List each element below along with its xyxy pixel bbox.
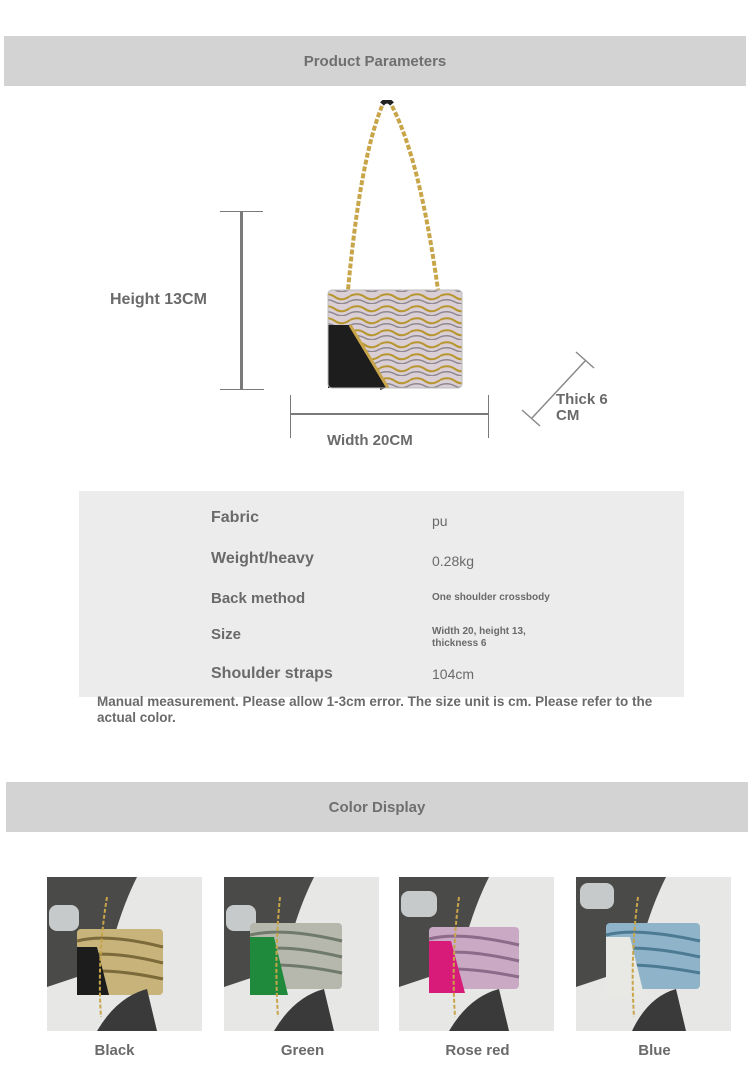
width-label: Width 20CM bbox=[327, 432, 413, 449]
bag-color-image bbox=[576, 877, 731, 1031]
spec-key: Weight/heavy bbox=[211, 550, 314, 567]
spec-key: Fabric bbox=[211, 509, 260, 526]
color-display-header bbox=[6, 782, 748, 832]
spec-value: One shoulder crossbody bbox=[432, 592, 550, 603]
width-cap-left bbox=[290, 395, 291, 438]
bag-color-image bbox=[47, 877, 202, 1031]
color-label-black: Black bbox=[94, 1042, 135, 1059]
spec-value: 104cm bbox=[432, 666, 475, 682]
spec-value-line2: thickness 6 bbox=[432, 638, 487, 649]
color-swatch-green[interactable] bbox=[224, 877, 379, 1031]
width-line bbox=[290, 413, 488, 415]
spec-value-line1: Width 20, height 13, bbox=[432, 626, 526, 637]
product-parameters-title: Product Parameters bbox=[303, 52, 447, 70]
product-parameters-header bbox=[4, 36, 746, 86]
thickness-label-line1: Thick 6 bbox=[556, 391, 608, 408]
color-label-green: Green bbox=[280, 1042, 325, 1059]
width-cap-right bbox=[488, 395, 489, 438]
height-label: Height 13CM bbox=[110, 291, 207, 308]
spec-value: 0.28kg bbox=[432, 553, 475, 569]
bag-product-image bbox=[320, 100, 470, 400]
measurement-note: Manual measurement. Please allow 1-3cm error. The size unit is cm. Please refer to the actual color. bbox=[97, 694, 653, 725]
spec-value bbox=[432, 626, 526, 650]
bag-color-image bbox=[399, 877, 554, 1031]
color-label-rose-red: Rose red bbox=[445, 1042, 510, 1059]
spec-value: pu bbox=[432, 513, 448, 529]
thickness-label-line2: CM bbox=[556, 407, 580, 424]
color-label-blue: Blue bbox=[638, 1042, 671, 1059]
color-swatch-rose-red[interactable] bbox=[399, 877, 554, 1031]
spec-table bbox=[79, 491, 684, 697]
height-line bbox=[240, 211, 243, 389]
thickness-label bbox=[556, 392, 608, 424]
spec-key: Size bbox=[211, 626, 242, 643]
color-display-title: Color Display bbox=[328, 798, 426, 816]
spec-key: Shoulder straps bbox=[211, 665, 333, 682]
color-swatch-black[interactable] bbox=[47, 877, 202, 1031]
height-cap-bottom bbox=[220, 389, 264, 390]
spec-key: Back method bbox=[211, 590, 306, 607]
bag-color-image bbox=[224, 877, 379, 1031]
color-swatch-blue[interactable] bbox=[576, 877, 731, 1031]
